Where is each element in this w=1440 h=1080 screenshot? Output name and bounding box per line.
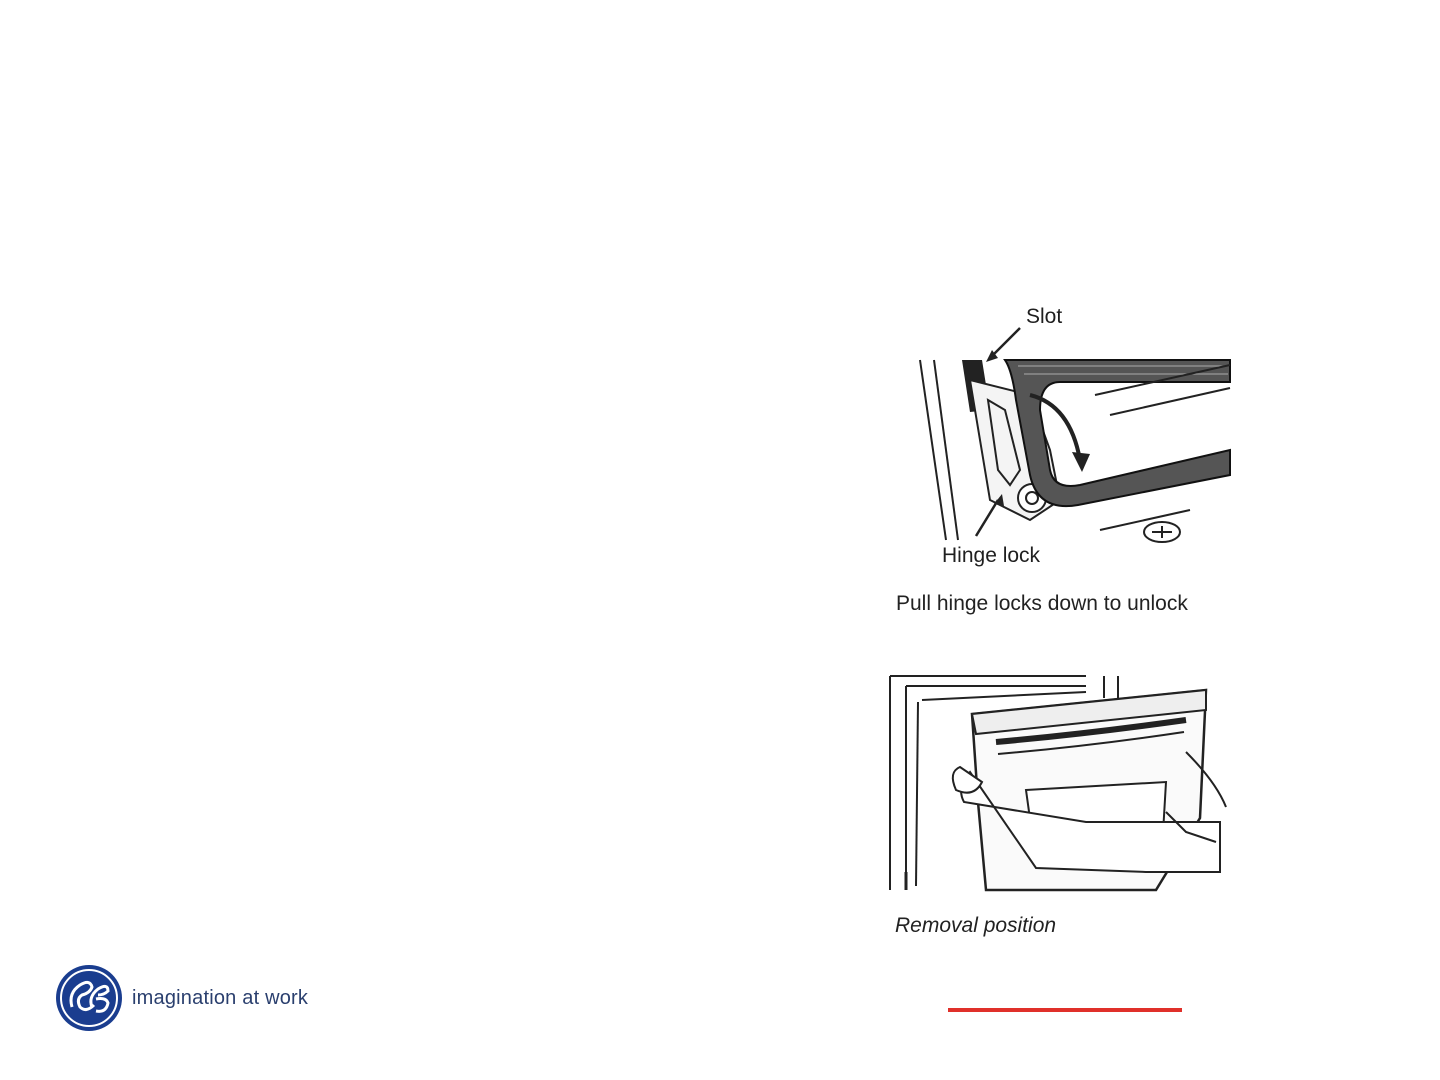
brand-tagline: imagination at work	[132, 987, 309, 1009]
ge-logo-icon	[54, 963, 124, 1033]
hinge-lock-caption: Pull hinge locks down to unlock	[896, 592, 1188, 615]
removal-position-caption: Removal position	[895, 914, 1057, 937]
hinge-lock-callout: Hinge lock	[942, 544, 1041, 567]
accent-divider	[948, 1008, 1182, 1012]
hinge-lock-illustration	[910, 300, 1240, 550]
slot-callout: Slot	[1026, 305, 1063, 328]
door-removal-illustration	[886, 672, 1230, 894]
